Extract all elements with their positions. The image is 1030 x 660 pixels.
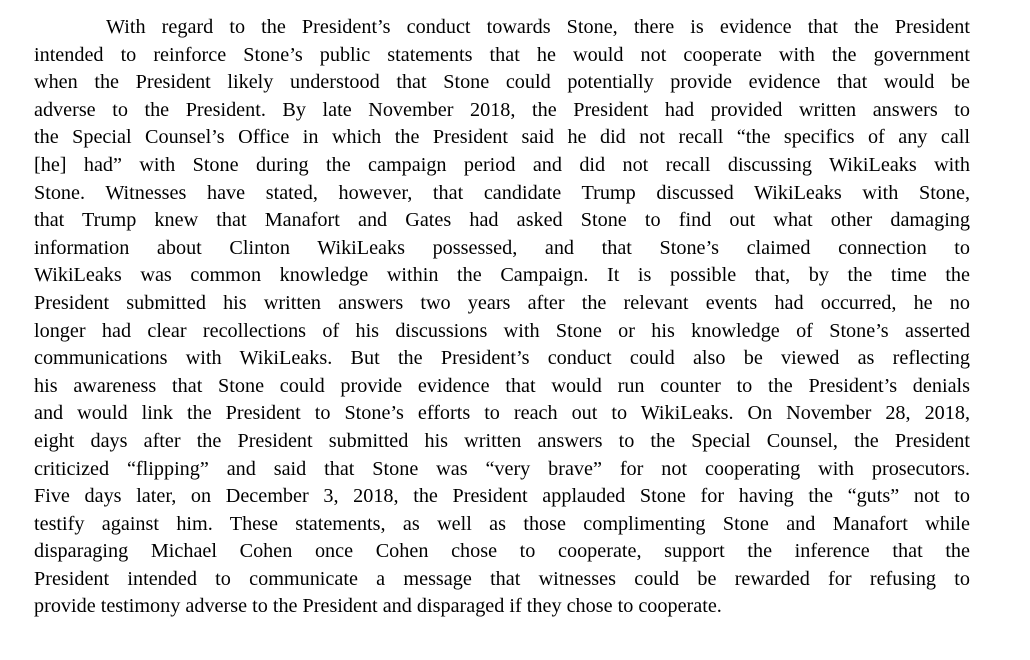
paragraph-line: adverse to the President. By late November 2018, the President had provided written answers to (34, 98, 970, 121)
paragraph-line: criticized “flipping” and said that Stone was “very brave” for not cooperating with prosecutors. (34, 457, 970, 480)
paragraph-line: disparaging Michael Cohen once Cohen chose to cooperate, support the inference that the (34, 540, 970, 563)
paragraph-line: longer had clear recollections of his discussions with Stone or his knowledge of Stone’s asserted (34, 319, 970, 342)
paragraph-line: intended to reinforce Stone’s public statements that he would not cooperate with the government (34, 43, 970, 66)
paragraph-line: [he] had” with Stone during the campaign period and did not recall discussing WikiLeaks with (34, 153, 970, 176)
paragraph-line: testify against him. These statements, as well as those complimenting Stone and Manafort while (34, 512, 970, 535)
paragraph-line: Five days later, on December 3, 2018, the President applauded Stone for having the “guts” not to (34, 485, 970, 508)
paragraph-line: WikiLeaks was common knowledge within the Campaign. It is possible that, by the time the (34, 264, 970, 287)
paragraph-line: With regard to the President’s conduct towards Stone, there is evidence that the President (106, 16, 970, 38)
paragraph-line: communications with WikiLeaks. But the President’s conduct could also be viewed as reflecting (34, 347, 970, 370)
paragraph-line: the Special Counsel’s Office in which the President said he did not recall “the specifics of any call (34, 126, 970, 149)
paragraph-line: President submitted his written answers two years after the relevant events had occurred, he no (34, 291, 970, 314)
paragraph-line: President intended to communicate a message that witnesses could be rewarded for refusing to (34, 567, 970, 590)
paragraph-line: when the President likely understood that Stone could potentially provide evidence that would be (34, 71, 970, 94)
body-paragraph (34, 14, 970, 621)
paragraph-line: information about Clinton WikiLeaks possessed, and that Stone’s claimed connection to (34, 236, 970, 259)
paragraph-line: eight days after the President submitted his written answers to the Special Counsel, the President (34, 429, 970, 452)
paragraph-line: and would link the President to Stone’s efforts to reach out to WikiLeaks. On November 28, 2018, (34, 402, 970, 425)
paragraph-line: provide testimony adverse to the President and disparaged if they chose to cooperate. (34, 595, 722, 618)
paragraph-line: that Trump knew that Manafort and Gates had asked Stone to find out what other damaging (34, 209, 970, 232)
paragraph-line: Stone. Witnesses have stated, however, that candidate Trump discussed WikiLeaks with Stone, (34, 181, 970, 204)
paragraph-line: his awareness that Stone could provide evidence that would run counter to the President’s denials (34, 374, 970, 397)
